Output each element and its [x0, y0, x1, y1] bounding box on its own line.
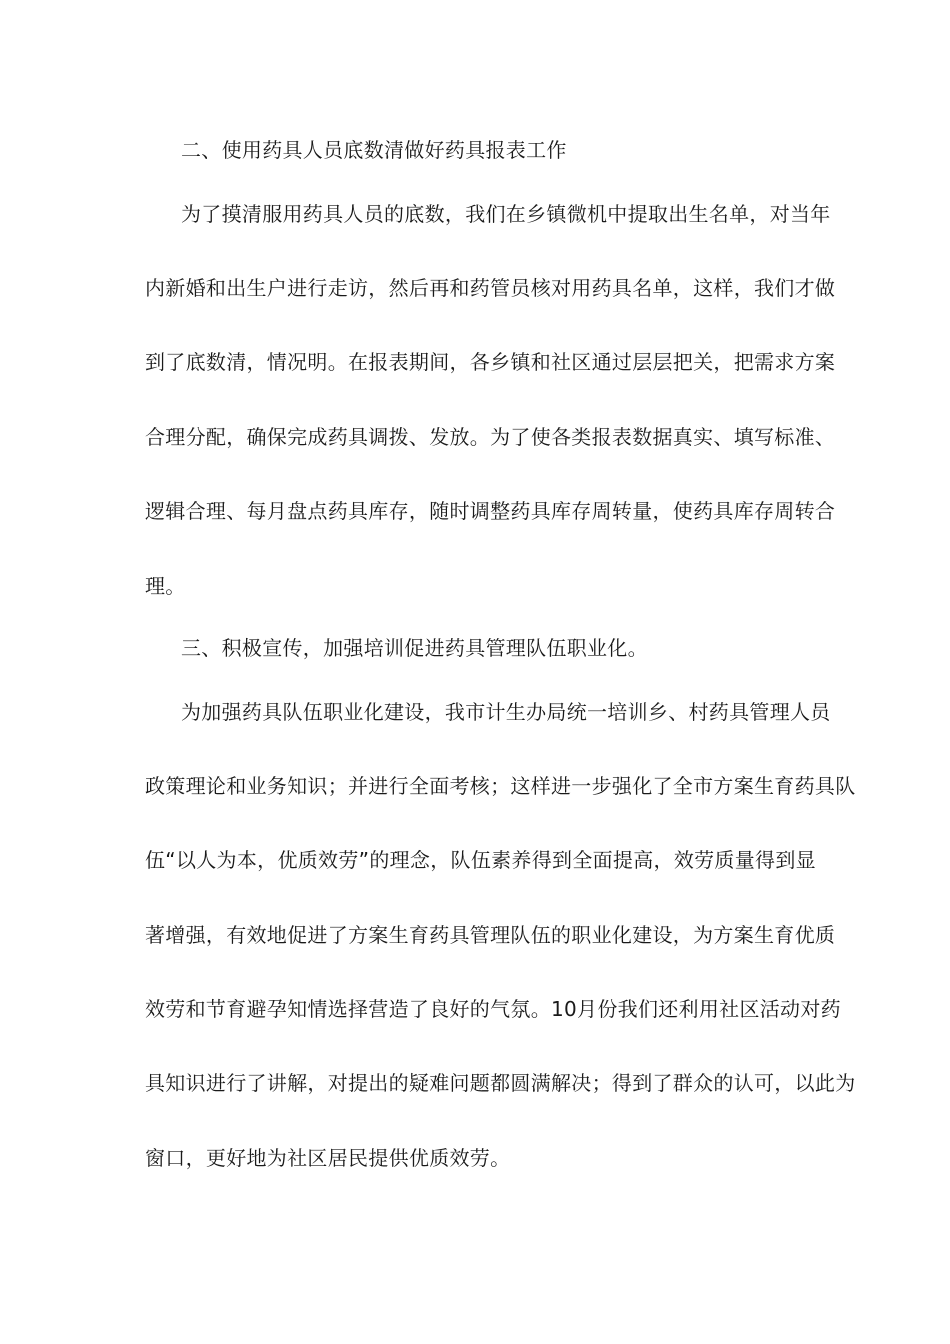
paragraph-line: 理。 [145, 574, 186, 598]
paragraph-line: 为加强药具队伍职业化建设，我市计生办局统一培训乡、村药具管理人员 [181, 700, 831, 724]
paragraph-line: 为了摸清服用药具人员的底数，我们在乡镇微机中提取出生名单，对当年 [181, 202, 831, 226]
paragraph-line: 政策理论和业务知识；并进行全面考核；这样进一步强化了全市方案生育药具队 [145, 774, 856, 798]
section-heading: 三、积极宣传，加强培训促进药具管理队伍职业化。 [181, 636, 648, 660]
paragraph-line: 具知识进行了讲解，对提出的疑难问题都圆满解决；得到了群众的认可，以此为 [145, 1071, 856, 1095]
paragraph-line: 伍“以人为本，优质效劳”的理念，队伍素养得到全面提高，效劳质量得到显 [145, 848, 816, 872]
paragraph-line: 窗口，更好地为社区居民提供优质效劳。 [145, 1146, 511, 1170]
section-heading: 二、使用药具人员底数清做好药具报表工作 [181, 138, 567, 162]
paragraph-line: 效劳和节育避孕知情选择营造了良好的气氛。10月份我们还利用社区活动对药 [145, 997, 841, 1021]
paragraph-line: 到了底数清，情况明。在报表期间，各乡镇和社区通过层层把关，把需求方案 [145, 350, 836, 374]
paragraph-line: 内新婚和出生户进行走访，然后再和药管员核对用药具名单，这样，我们才做 [145, 276, 836, 300]
paragraph-line: 合理分配，确保完成药具调拨、发放。为了使各类报表数据真实、填写标准、 [145, 425, 836, 449]
paragraph-line: 逻辑合理、每月盘点药具库存，随时调整药具库存周转量，使药具库存周转合 [145, 499, 836, 523]
paragraph-line: 著增强，有效地促进了方案生育药具管理队伍的职业化建设，为方案生育优质 [145, 923, 836, 947]
